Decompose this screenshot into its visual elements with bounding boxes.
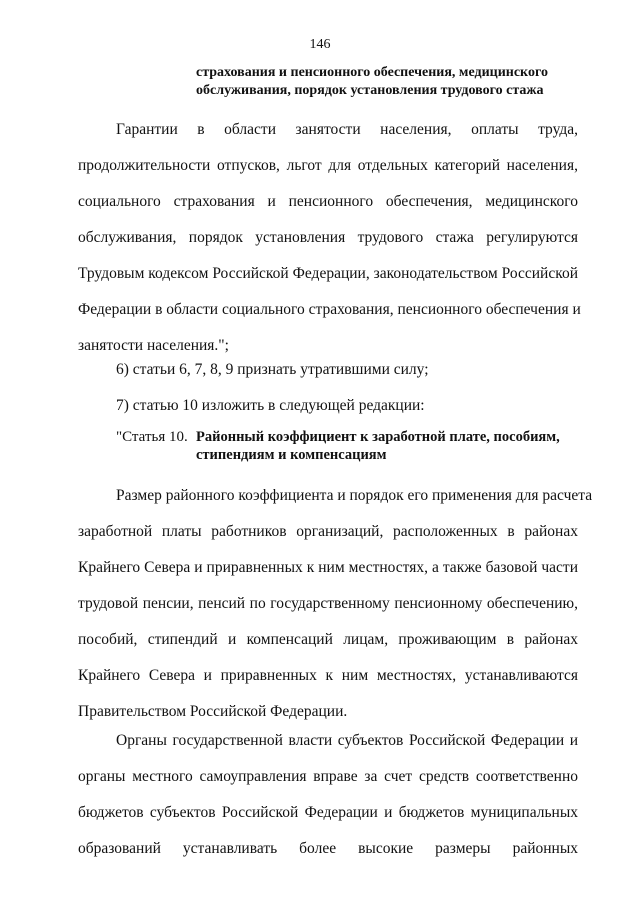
paragraph-line: Трудовым кодексом Российской Федерации, законодательством Российской [78,265,578,282]
article-title-line: стипендиям и компенсациям [196,447,387,463]
paragraph-line: Органы государственной власти субъектов Российской Федерации и [116,732,578,749]
paragraph-line: трудовой пенсии, пенсий по государственному пенсионному обеспечению, [78,595,578,612]
article-title-line: Районный коэффициент к заработной плате, пособиям, [196,429,560,445]
paragraph-line: продолжительности отпусков, льгот для отдельных категорий населения, [78,157,578,174]
paragraph-state-authorities [78,723,578,867]
heading-line: страхования и пенсионного обеспечения, медицинского [196,65,548,80]
list-item-7: 7) статью 10 изложить в следующей редакции: [116,397,425,414]
paragraph-guarantees [78,112,581,364]
heading-line: обслуживания, порядок установления трудового стажа [196,83,544,98]
paragraph-line: заработной платы работников организаций, расположенных в районах [78,523,578,540]
paragraph-regional-coefficient [78,478,593,730]
paragraph-line: образований устанавливать более высокие размеры районных [78,840,578,857]
paragraph-line: Крайнего Севера и приравненных к ним местностях, а также базовой части [78,559,578,576]
paragraph-line: обслуживания, порядок установления трудового стажа регулируются [78,229,578,246]
paragraph-line: Гарантии в области занятости населения, оплаты труда, [116,121,578,138]
paragraph-line: бюджетов субъектов Российской Федерации и бюджетов муниципальных [78,804,578,821]
paragraph-line: занятости населения."; [78,337,229,354]
paragraph-line: пособий, стипендий и компенсаций лицам, проживающим в районах [78,631,578,648]
paragraph-line: Правительством Российской Федерации. [78,703,348,720]
paragraph-line: Размер районного коэффициента и порядок его применения для расчета [116,487,593,504]
article-title [196,428,586,464]
article-heading-continuation [196,64,586,100]
page-number: 146 [309,37,331,52]
paragraph-line: социального страхования и пенсионного обеспечения, медицинского [78,193,578,210]
article-label: "Статья 10. [116,429,188,445]
list-item-6: 6) статьи 6, 7, 8, 9 признать утратившими силу; [116,361,429,378]
paragraph-line: Федерации в области социального страхования, пенсионного обеспечения и [78,301,581,318]
paragraph-line: Крайнего Севера и приравненных к ним местностях, устанавливаются [78,667,578,684]
paragraph-line: органы местного самоуправления вправе за счет средств соответственно [78,768,578,785]
